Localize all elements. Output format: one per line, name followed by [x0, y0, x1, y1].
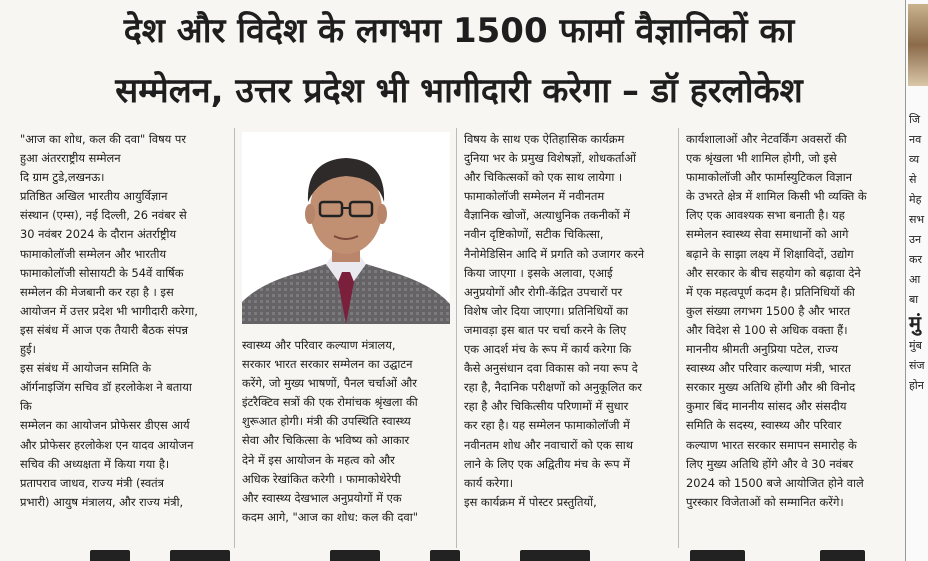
headline-line-1: देश और विदेश के लगभग 1500 फार्मा वैज्ञानिकों का	[123, 11, 795, 51]
article-column-3	[464, 130, 672, 550]
article-text-line: विशेष जोर दिया जाएगा। प्रतिनिधियों का	[464, 303, 629, 318]
article-text-line: करेंगे, जो मुख्य भाषणों, पैनल चर्चाओं और	[242, 376, 417, 391]
article-text-line: नवीन दृष्टिकोणों, सटीक चिकित्सा,	[464, 227, 604, 242]
article-text-line: कदम आगे, "आज का शोध: कल की दवा"	[242, 509, 418, 524]
adjacent-text-fragment: मुं	[909, 311, 921, 335]
article-text-line: हुई।	[20, 342, 36, 357]
article-text-line: रहा है, नैदानिक परीक्षणों को अनुकूलित कर	[464, 380, 642, 395]
article-text-line: फामाकोलॉजी सम्मेलन में नवीनतम	[464, 189, 605, 204]
adjacent-text-fragment: नव	[909, 133, 922, 146]
adjacent-text-fragment: से	[909, 173, 917, 186]
adjacent-text-fragment: आ	[909, 273, 921, 286]
portrait-photo	[242, 132, 450, 324]
article-text-line: शुरूआत होगी। मंत्री की उपस्थिति स्वास्थ्य	[242, 414, 411, 429]
article-text-line: हुआ अंतरराष्ट्रीय सम्मेलन	[20, 151, 121, 166]
article-text-line: कल्याण भारत सरकार समापन समारोह के	[686, 437, 857, 452]
article-text-line: संस्थान (एम्स), नई दिल्ली, 26 नवंबर से	[20, 208, 187, 223]
article-text-line: दि ग्राम टुडे,लखनऊ।	[20, 170, 105, 185]
article-column-2	[242, 336, 450, 550]
article-text-line: माननीय श्रीमती अनुप्रिया पटेल, राज्य	[686, 342, 839, 357]
article-text-line: पुरस्कार विजेताओं को सम्मानित करेंगे।	[686, 494, 844, 509]
article-text-line: में एक महत्वपूर्ण कदम है। प्रतिनिधियों की	[686, 284, 855, 299]
adjacent-text-fragment: संज	[909, 359, 925, 372]
article-text-line: कार्यशालाओं और नेटवर्किंग अवसरों की	[686, 132, 847, 146]
article-text-line: इस संबंध में आज एक तैयारी बैठक संपन्न	[20, 322, 188, 337]
article-text-line: इस संबंध में आयोजन समिति के	[20, 361, 152, 376]
article-text-line: इस कार्यक्रम में पोस्टर प्रस्तुतियों,	[464, 494, 597, 509]
article-text-line: लाने के लिए एक अद्वितीय मंच के रूप में	[464, 456, 630, 471]
article-text-line: कि	[20, 399, 32, 414]
adjacent-text-fragment: उन	[909, 233, 922, 246]
article-text-line: और प्रोफेसर हरलोकेश एन यादव आयोजन	[20, 437, 194, 452]
article-text-line: सम्मेलन स्वास्थ्य सेवा समाधानों को आगे	[686, 227, 849, 242]
article-text-line: और स्वास्थ्य देखभाल अनुप्रयोगों में एक	[242, 490, 402, 505]
article-text-line: अनुप्रयोगों और रोगी-केंद्रित उपचारों पर	[464, 284, 623, 299]
article-text-line: किया जाएगा । इसके अलावा, एआई	[464, 265, 613, 280]
column-divider	[678, 128, 679, 548]
article-text-line: और विदेश से 100 से अधिक वक्ता हैं।	[686, 322, 848, 337]
article-text-line: कैसे अनुसंधान दवा विकास को नया रूप दे	[464, 361, 638, 376]
article-text-line: फामाकोलॉजी और फार्मास्युटिकल विज्ञान	[686, 170, 852, 185]
article-text-line: देने में इस आयोजन के महत्व को और	[242, 452, 395, 467]
article-text-line: लिए मुख्य अतिथि होंगे और वे 30 नवंबर	[686, 456, 854, 471]
article-text-line: वैज्ञानिक खोजों, अत्याधुनिक तकनीकों में	[464, 208, 630, 223]
article-text-line: प्रभारी) आयुष मंत्रालय, और राज्य मंत्री,	[20, 494, 184, 509]
article-text-line: समिति के सदस्य, स्वास्थ्य और परिवार	[686, 418, 842, 433]
headline-line-2: सम्मेलन, उत्तर प्रदेश भी भागीदारी करेगा – डॉ हरलोकेश	[115, 71, 803, 111]
adjacent-text-fragment: होन	[909, 379, 924, 392]
article-text-line: नवीनतम शोध और नवाचारों को एक साथ	[464, 437, 634, 452]
adjacent-text-fragment: जि	[909, 113, 921, 126]
article-text-line: सरकार मुख्य अतिथि होंगी और श्री विनोद	[686, 380, 856, 395]
adjacent-text-fragment: सभ	[909, 213, 925, 226]
column-divider	[456, 128, 457, 548]
article-text-line: और चिकित्सकों को एक साथ लायेगा ।	[464, 170, 623, 185]
next-headline-fragment	[0, 548, 905, 561]
article-text-line: लिए एक आवश्यक सभा बनाती है। यह	[686, 208, 845, 223]
article-text-line: विषय के साथ एक ऐतिहासिक कार्यक्रम	[464, 132, 625, 146]
adjacent-text-fragment: मेह	[909, 193, 922, 206]
adjacent-text-fragment: कर	[909, 253, 922, 266]
article-text-line: 2024 को 1500 बजे आयोजित होने वाले	[686, 475, 864, 490]
article-text-line: कार्य करेगा।	[464, 475, 514, 490]
article-text-line: प्रतापराव जाधव, राज्य मंत्री (स्वतंत्र	[20, 475, 164, 490]
article-text-line: जमावड़ा इस बात पर चर्चा करने के लिए	[464, 322, 627, 337]
adjacent-text-fragment: बा	[909, 293, 919, 306]
adjacent-photo	[908, 4, 928, 86]
article-text-line: नैनोमेडिसिन आदि में प्रगति को उजागर करने	[464, 246, 645, 261]
adjacent-article-strip	[905, 0, 928, 561]
article-text-line: कुल संख्या लगभग 1500 है और भारत	[686, 303, 851, 318]
article-text-line: सेवा और चिकित्सा के भविष्य को आकार	[242, 433, 410, 448]
article-text-line: सम्मेलन की मेजबानी कर रहा है । इस	[20, 284, 174, 299]
article-text-line: फामाकोलॉजी सम्मेलन और भारतीय	[20, 246, 167, 261]
article-text-line: के उभरते क्षेत्र में शामिल किसी भी व्यक्ति के	[686, 189, 867, 204]
adjacent-text-fragment: व्य	[909, 153, 920, 166]
article-text-line: एक श्रृंखला भी शामिल होगी, जो इसे	[686, 151, 837, 166]
article-text-line: 30 नवंबर 2024 के दौरान अंतर्राष्ट्रीय	[20, 227, 177, 242]
article-text-line: सचिव की अध्यक्षता में किया गया है।	[20, 456, 170, 471]
article-text-line: स्वास्थ्य और परिवार कल्याण मंत्रालय,	[242, 338, 396, 352]
column-divider	[234, 128, 235, 548]
article-text-line: आयोजन में उत्तर प्रदेश भी भागीदारी करेगा,	[20, 303, 198, 318]
article-text-line: और सरकार के बीच सहयोग को बढ़ावा देने	[686, 265, 861, 280]
article-text-line: प्रतिष्ठित अखिल भारतीय आयुर्विज्ञान	[20, 189, 168, 204]
article-text-line: फामाकोलॉजी सोसायटी के 54वें वार्षिक	[20, 265, 184, 280]
article-text-line: कुमार बिंद माननीय सांसद और संसदीय	[686, 399, 847, 414]
article-text-line: अधिक रेखांकित करेगी । फामाकोथेरेपी	[242, 471, 401, 486]
article-text-line: बढ़ाने के साझा लक्ष्य में शिक्षाविदों, उद्योग	[686, 246, 854, 261]
article-column-4	[686, 130, 894, 550]
article-text-line: स्वास्थ्य और परिवार कल्याण मंत्री, भारत	[686, 361, 851, 376]
article-text-line: इंटरैक्टिव सत्रों की एक रोमांचक श्रृंखला की	[242, 395, 418, 410]
article-text-line: रहा है और चिकित्सीय परिणामों में सुधार	[464, 399, 629, 414]
article-text-line: "आज का शोध, कल की दवा" विषय पर	[20, 132, 187, 146]
adjacent-text-fragment: मुंब	[909, 339, 922, 352]
article-text-line: सरकार भारत सरकार सम्मेलन का उद्घाटन	[242, 357, 413, 372]
article-text-line: दुनिया भर के प्रमुख विशेषज्ञों, शोधकर्ताओं	[464, 151, 637, 166]
article-text-line: एक आदर्श मंच के रूप में कार्य करेगा कि	[464, 342, 632, 357]
article-text-line: कर रहा है। यह सम्मेलन फामाकोलॉजी में	[464, 418, 630, 433]
article-text-line: ऑर्गनाइजिंग सचिव डॉ हरलोकेश ने बताया	[20, 380, 192, 395]
article-column-1	[20, 130, 228, 550]
article-text-line: सम्मेलन का आयोजन प्रोफेसर डीएस आर्य	[20, 418, 190, 433]
